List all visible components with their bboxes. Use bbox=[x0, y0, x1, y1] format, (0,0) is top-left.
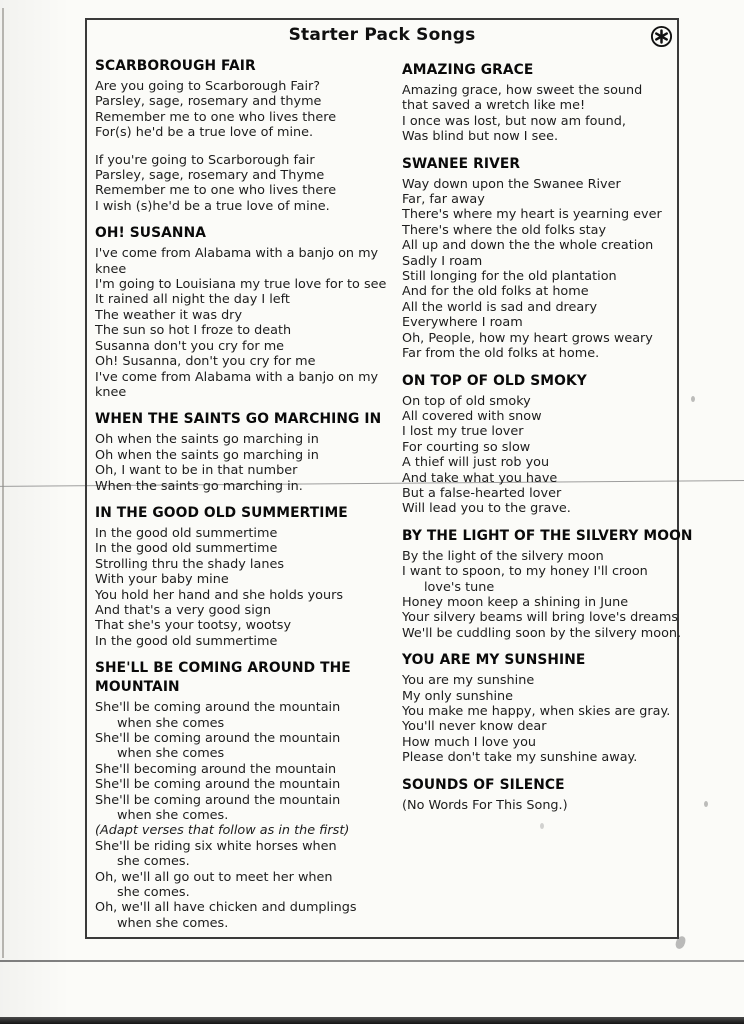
lyric-line: when she comes bbox=[117, 715, 225, 731]
lyric-line: It rained all night the day I left bbox=[95, 292, 290, 308]
song-title: OH! SUSANNA bbox=[95, 225, 206, 242]
lyric-line: All up and down the the whole creation bbox=[402, 238, 654, 254]
left-column bbox=[95, 57, 399, 931]
lyric-line: She'll be coming around the mountain bbox=[95, 792, 341, 808]
song-section bbox=[95, 504, 399, 649]
lyric-line: In the good old summertime bbox=[95, 541, 278, 557]
lyric-line: Remember me to one who lives there bbox=[95, 183, 337, 199]
song-title: IN THE GOOD OLD SUMMERTIME bbox=[95, 504, 348, 521]
lyric-line: Oh, I want to be in that number bbox=[95, 463, 298, 479]
lyric-line: Amazing grace, how sweet the sound bbox=[402, 83, 643, 98]
ink-speck bbox=[704, 801, 708, 807]
lyric-line: All the world is sad and dreary bbox=[402, 299, 598, 315]
lyric-line: Are you going to Scarborough Fair? bbox=[95, 79, 321, 94]
lyric-line: Oh, People, how my heart grows weary bbox=[402, 330, 653, 346]
song-section bbox=[95, 57, 399, 214]
song-title: SOUNDS OF SILENCE bbox=[402, 776, 565, 793]
lyric-line: Parsley, sage, rosemary and thyme bbox=[95, 94, 322, 110]
song-title: ON TOP OF OLD SMOKY bbox=[402, 372, 587, 389]
lyric-line: (Adapt verses that follow as in the first) bbox=[95, 823, 350, 839]
lyric-line: love's tune bbox=[424, 579, 495, 595]
lyric-line: There's where the old folks stay bbox=[402, 222, 607, 238]
song-title: SHE'LL BE COMING AROUND THE MOUNTAIN bbox=[95, 660, 351, 696]
lyric-line: Oh, we'll all have chicken and dumplings bbox=[95, 900, 357, 916]
song-section bbox=[402, 527, 694, 641]
lyric-line: A thief will just rob you bbox=[402, 455, 550, 471]
right-column bbox=[402, 61, 694, 813]
lyric-line: Remember me to one who lives there bbox=[95, 109, 337, 125]
lyric-line: when she comes bbox=[117, 746, 225, 762]
lyric-line: Strolling thru the shady lanes bbox=[95, 556, 284, 572]
lyric-line: Oh, we'll all go out to meet her when bbox=[95, 869, 333, 885]
left-paper-edge-shadow bbox=[2, 8, 4, 958]
song-section bbox=[402, 155, 694, 362]
lyric-line: I'm going to Louisiana my true love for to see bbox=[95, 277, 387, 293]
circled-asterisk-icon bbox=[650, 25, 673, 48]
lyric-line: She'll be coming around the mountain bbox=[95, 777, 341, 793]
lyric-line: when she comes. bbox=[117, 915, 229, 931]
lyric-line: Oh when the saints go marching in bbox=[95, 447, 319, 463]
lyric-line: I want to spoon, to my honey I'll croon bbox=[402, 564, 648, 580]
song-section bbox=[402, 651, 694, 765]
lyric-line: And for the old folks at home bbox=[402, 284, 589, 300]
lyric-line: Far from the old folks at home. bbox=[402, 346, 600, 362]
lyric-line: I lost my true lover bbox=[402, 424, 524, 440]
paper-fold-line bbox=[0, 960, 744, 962]
stanza-gap bbox=[95, 141, 399, 153]
song-section bbox=[95, 224, 399, 400]
song-title: WHEN THE SAINTS GO MARCHING IN bbox=[95, 411, 382, 428]
lyric-line: But a false-hearted lover bbox=[402, 485, 562, 501]
lyric-line: She'll becoming around the mountain bbox=[95, 761, 337, 777]
song-title: AMAZING GRACE bbox=[402, 62, 534, 78]
lyric-line: You'll never know dear bbox=[402, 719, 547, 735]
lyric-line: knee bbox=[95, 384, 127, 400]
lyric-line: There's where my heart is yearning ever bbox=[402, 207, 662, 223]
lyric-line: The weather it was dry bbox=[95, 307, 243, 323]
lyric-line: Everywhere I roam bbox=[402, 315, 523, 331]
lyric-line: For courting so slow bbox=[402, 439, 531, 455]
song-section bbox=[402, 372, 694, 517]
song-title: BY THE LIGHT OF THE SILVERY MOON bbox=[402, 527, 693, 544]
lyric-line: You are my sunshine bbox=[402, 673, 535, 689]
song-section bbox=[402, 776, 694, 813]
song-title: SCARBOROUGH FAIR bbox=[95, 58, 256, 74]
song-title: YOU ARE MY SUNSHINE bbox=[402, 652, 586, 669]
lyric-line: that saved a wretch like me! bbox=[402, 98, 586, 114]
song-section bbox=[95, 410, 399, 494]
lyric-line: With your baby mine bbox=[95, 572, 229, 588]
lyric-line: she comes. bbox=[117, 854, 190, 870]
lyric-line: Oh! Susanna, don't you cry for me bbox=[95, 354, 316, 370]
lyric-line: Far, far away bbox=[402, 192, 485, 208]
lyric-line: On top of old smoky bbox=[402, 393, 531, 409]
lyric-line: Honey moon keep a shining in June bbox=[402, 594, 629, 610]
lyric-line: Sadly I roam bbox=[402, 253, 483, 269]
lyric-line: She'll be coming around the mountain bbox=[95, 700, 341, 716]
content-frame bbox=[85, 18, 693, 939]
lyric-line: knee bbox=[95, 261, 127, 277]
lyric-line: I've come from Alabama with a banjo on my bbox=[95, 369, 379, 385]
lyric-line: Oh when the saints go marching in bbox=[95, 432, 319, 448]
lyric-line: How much I love you bbox=[402, 734, 537, 750]
lyric-line: I've come from Alabama with a banjo on my bbox=[95, 246, 379, 262]
lyric-line: My only sunshine bbox=[402, 688, 514, 704]
lyric-line: If you're going to Scarborough fair bbox=[95, 152, 315, 168]
lyric-line: You hold her hand and she holds yours bbox=[95, 587, 344, 603]
lyric-line: And that's a very good sign bbox=[95, 602, 271, 618]
lyric-line: She'll be coming around the mountain bbox=[95, 731, 341, 746]
lyric-line: (No Words For This Song.) bbox=[402, 797, 568, 813]
lyric-line: I wish (s)he'd be a true love of mine. bbox=[95, 198, 330, 214]
song-section bbox=[95, 659, 399, 931]
lyric-line: That she's your tootsy, wootsy bbox=[95, 618, 292, 634]
lyric-line: Parsley, sage, rosemary and Thyme bbox=[95, 168, 325, 184]
lyric-line: You make me happy, when skies are gray. bbox=[402, 704, 671, 719]
lyric-line: And take what you have bbox=[402, 470, 558, 486]
scanner-bottom-edge-strip bbox=[0, 1017, 744, 1024]
lyric-line: Will lead you to the grave. bbox=[402, 501, 571, 517]
lyric-line: Please don't take my sunshine away. bbox=[402, 750, 638, 766]
lyric-line: Still longing for the old plantation bbox=[402, 269, 617, 285]
lyric-line: In the good old summertime bbox=[95, 525, 278, 541]
lyric-line: she comes. bbox=[117, 885, 190, 901]
lyric-line: In the good old summertime bbox=[95, 633, 278, 649]
lyric-line: Your silvery beams will bring love's dreams bbox=[402, 610, 679, 626]
lyric-line: when she comes. bbox=[117, 808, 229, 824]
lyric-line: For(s) he'd be a true love of mine. bbox=[95, 125, 314, 141]
lyric-line: She'll be riding six white horses when bbox=[95, 838, 337, 854]
song-section bbox=[402, 61, 694, 145]
page-title: Starter Pack Songs bbox=[288, 25, 476, 45]
lyric-line: All covered with snow bbox=[402, 408, 542, 424]
lyric-line: We'll be cuddling soon by the silvery moon. bbox=[402, 625, 682, 641]
lyric-line: Susanna don't you cry for me bbox=[95, 338, 285, 354]
lyric-line: Was blind but now I see. bbox=[402, 129, 559, 145]
lyric-line: I once was lost, but now am found, bbox=[402, 113, 626, 129]
lyric-line: The sun so hot I froze to death bbox=[95, 323, 292, 339]
lyric-line: Way down upon the Swanee River bbox=[402, 176, 621, 192]
lyric-line: When the saints go marching in. bbox=[95, 478, 303, 494]
song-title: SWANEE RIVER bbox=[402, 155, 521, 172]
lyric-line: By the light of the silvery moon bbox=[402, 548, 604, 564]
